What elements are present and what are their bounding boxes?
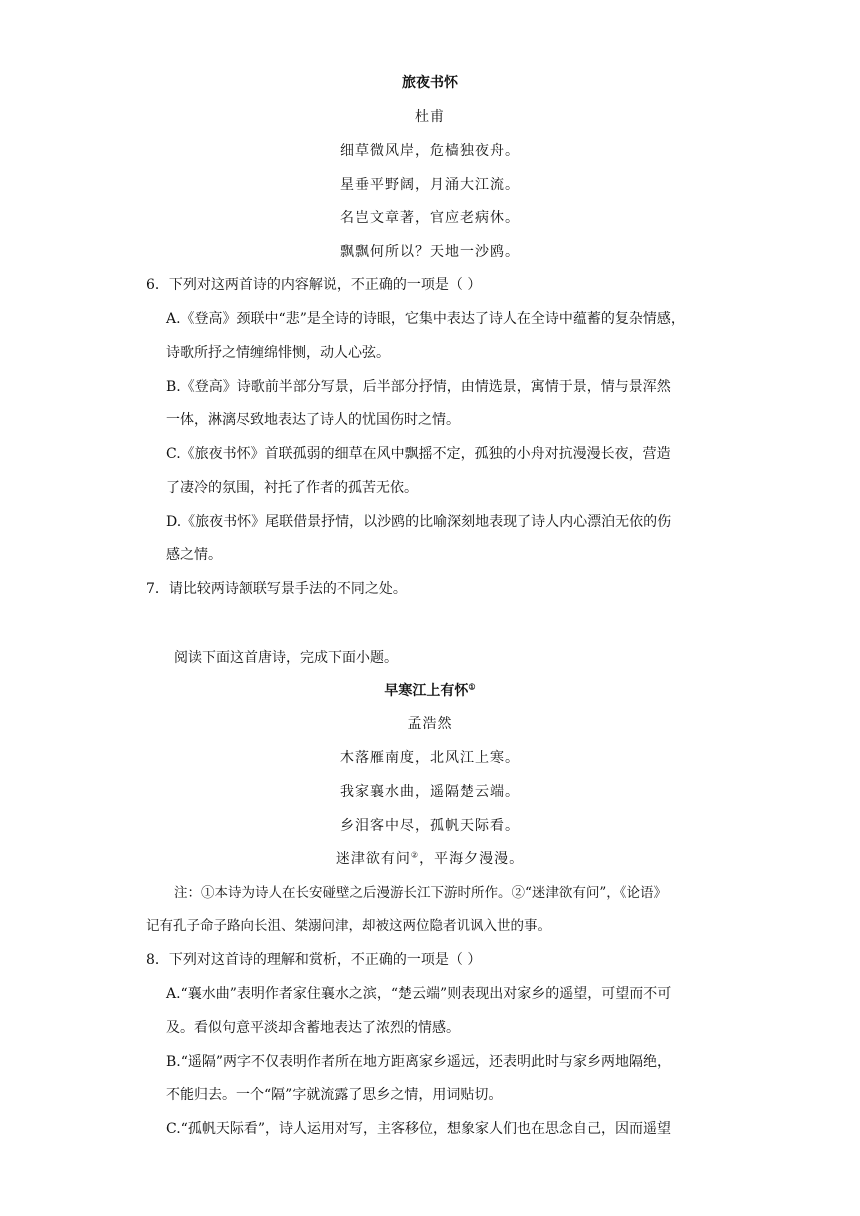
poem2-note-cont: 记有孔子命子路向长沮、桀溺问津，却被这两位隐者讥讽入世的事。 bbox=[146, 918, 551, 934]
poem1-line: 飘飘何所以？天地一沙鸥。 bbox=[340, 244, 520, 260]
question-8-option-a-cont: 及。看似句意平淡却含蓄地表达了浓烈的情感。 bbox=[166, 1020, 460, 1036]
poem2-line-4b: ，平海夕漫漫。 bbox=[419, 851, 525, 867]
question-6-option-b-cont: 一体，淋漓尽致地表达了诗人的忧国伤时之情。 bbox=[166, 412, 460, 428]
poem2-line: 我家襄水曲，遥隔楚云端。 bbox=[340, 784, 520, 800]
question-6-option-c: C.《旅夜书怀》首联孤弱的细草在风中飘摇不定，孤独的小舟对抗漫漫长夜，营造 bbox=[166, 446, 671, 462]
poem1-line: 星垂平野阔，月涌大江流。 bbox=[340, 177, 520, 193]
footnote-marker-2: ② bbox=[410, 850, 420, 860]
question-6-option-a-cont: 诗歌所抒之情缠绵悱恻，动人心弦。 bbox=[166, 345, 390, 361]
poem1-title: 旅夜书怀 bbox=[402, 75, 458, 91]
poem2-line-4a: 迷津欲有问 bbox=[335, 851, 411, 867]
poem2-note: 注：①本诗为诗人在长安碰壁之后漫游长江下游时所作。②“迷津欲有问”，《论语》 bbox=[174, 885, 668, 901]
poem2-title-text: 早寒江上有怀 bbox=[384, 683, 469, 699]
question-8-option-a: A.“襄水曲”表明作者家住襄水之滨，“楚云端”则表现出对家乡的遥望，可望而不可 bbox=[166, 986, 672, 1002]
poem1-line: 细草微风岸，危樯独夜舟。 bbox=[340, 143, 520, 159]
poem2-line: 乡泪客中尽，孤帆天际看。 bbox=[340, 818, 520, 834]
question-8-stem: 8．下列对这首诗的理解和赏析，不正确的一项是（ ） bbox=[146, 952, 482, 968]
poem2-title bbox=[0, 681, 860, 701]
question-6-option-d-cont: 感之情。 bbox=[166, 547, 222, 563]
reading-intro: 阅读下面这首唐诗，完成下面小题。 bbox=[174, 650, 398, 666]
footnote-marker-1: ① bbox=[468, 681, 476, 692]
question-6-option-c-cont: 了凄冷的氛围，衬托了作者的孤苦无依。 bbox=[166, 480, 418, 496]
question-8-option-c: C.“孤帆天际看”，诗人运用对写，主客移位，想象家人们也在思念自己，因而遥望 bbox=[166, 1121, 671, 1137]
question-8-option-b: B.“遥隔”两字不仅表明作者所在地方距离家乡遥远，还表明此时与家乡两地隔绝， bbox=[166, 1054, 672, 1070]
poem2-author: 孟浩然 bbox=[407, 716, 453, 732]
question-6-option-a: A.《登高》颈联中“悲”是全诗的诗眼，它集中表达了诗人在全诗中蕴蓄的复杂情感， bbox=[166, 311, 685, 327]
question-6-option-b: B.《登高》诗歌前半部分写景，后半部分抒情，由情选景，寓情于景，情与景浑然 bbox=[166, 379, 671, 395]
question-6-stem: 6．下列对这两首诗的内容解说，不正确的一项是（ ） bbox=[146, 277, 482, 293]
question-7-stem: 7．请比较两诗颔联写景手法的不同之处。 bbox=[146, 581, 407, 597]
question-8-option-b-cont: 不能归去。一个“隔”字就流露了思乡之情，用词贴切。 bbox=[166, 1087, 503, 1103]
poem1-author: 杜甫 bbox=[415, 109, 445, 125]
poem2-line bbox=[0, 849, 860, 869]
poem1-line: 名岂文章著，官应老病休。 bbox=[340, 210, 520, 226]
question-6-option-d: D.《旅夜书怀》尾联借景抒情，以沙鸥的比喻深刻地表现了诗人内心漂泊无依的伤 bbox=[166, 514, 672, 530]
poem2-line: 木落雁南度，北风江上寒。 bbox=[340, 750, 520, 766]
